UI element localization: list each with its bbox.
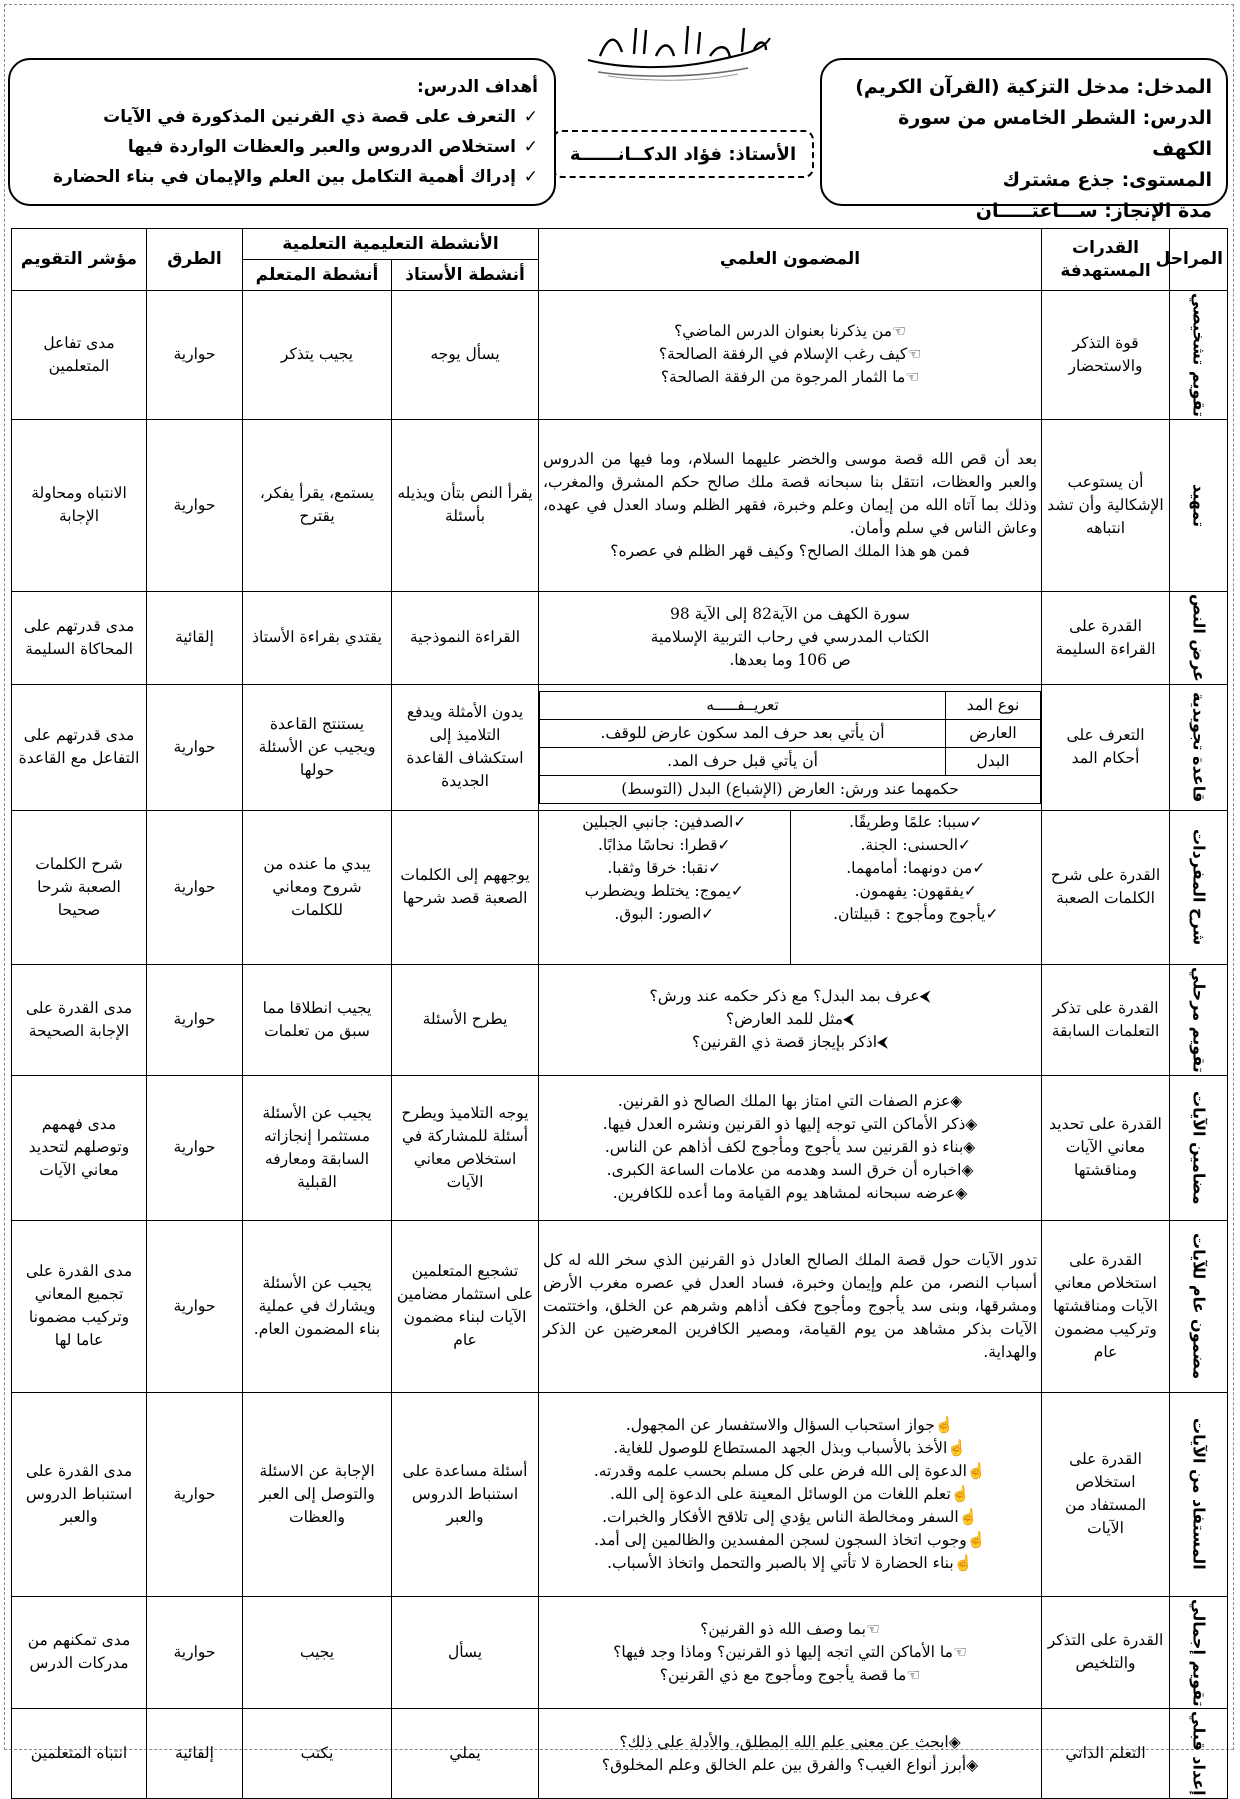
header-row — [12, 229, 1228, 260]
method-cell: إلقائية — [147, 591, 243, 684]
stage-cell: قاعدة تجويدية — [1170, 684, 1228, 810]
diamond-bullet-icon: ◈ — [965, 1115, 978, 1134]
teacher-activity-cell: يسأل يوجه — [392, 291, 539, 420]
stage-cell: تقويم إجمالي — [1170, 1596, 1228, 1709]
table-row — [12, 1709, 1228, 1799]
ability-cell: التعلم الذاتي — [1042, 1709, 1170, 1799]
content-cell: بعد أن قص الله قصة موسى والخضر عليهما السلام، وما فيها من الدروس والعبر والعظات، انتقل بنا سبحانه قصة ملك صالح حكم المشرق والمغرب، وذلك بما آتاه الله من إيمان وعلم وخبرة، فقهر الظلم وساد العدل في عهده، وعاش الناس في سلم وأمان. فمن هو هذا الملك الصالح؟ وكيف قهر الظلم في عصره؟ — [539, 419, 1042, 591]
objective-item: ✓إدراك أهمية التكامل بين العلم والإيمان في بناء الحضارة — [26, 162, 538, 192]
ability-cell: قوة التذكر والاستحضار — [1042, 291, 1170, 420]
hand-pointer-icon: ☝ — [953, 1553, 973, 1572]
content-cell: ☜من يذكرنا بعنوان الدرس الماضي؟ ☜كيف رغب الإسلام في الرفقة الصالحة؟ ☜ما الثمار المرجوة من الرفقة الصالحة؟ — [539, 291, 1042, 420]
ability-cell: القدرة على تذكر التعلمات السابقة — [1042, 964, 1170, 1075]
lesson-info-box — [820, 58, 1228, 222]
pointer-icon: ☜ — [906, 1665, 921, 1684]
evaluation-cell: مدى قدرتهم على المحاكاة السليمة — [12, 591, 147, 684]
objective-item: ✓التعرف على قصة ذي القرنين المذكورة في الآيات — [26, 102, 538, 132]
header-learner-activities: أنشطة المتعلم — [243, 260, 392, 291]
table-row — [12, 1392, 1228, 1596]
learner-activity-cell: يبدي ما عنده من شروح ومعاني للكلمات — [243, 810, 392, 964]
objectives-box — [8, 58, 556, 206]
table-row — [12, 591, 1228, 684]
ability-cell: القدرة على التذكر والتلخيص — [1042, 1596, 1170, 1709]
method-cell: حوارية — [147, 419, 243, 591]
content-cell: ◈ابحث عن معنى علم الله المطلق، والأدلة على ذلك؟ ◈أبرز أنواع الغيب؟ والفرق بين علم الخالق وعلم المخلوق؟ — [539, 1709, 1042, 1799]
header-activities: الأنشطة التعليمية التعلمية — [243, 229, 539, 260]
header-evaluation: مؤشر التقويم — [12, 229, 147, 291]
header-stages: المراحل — [1170, 229, 1228, 291]
table-row — [12, 291, 1228, 420]
learner-activity-cell: يستنتج القاعدة ويجيب عن الأسئلة حولها — [243, 684, 392, 810]
table-row — [12, 1220, 1228, 1392]
table-row — [12, 684, 1228, 810]
method-cell: حوارية — [147, 964, 243, 1075]
lesson-table — [11, 228, 1228, 1799]
pointer-icon: ☜ — [892, 322, 906, 341]
stage-cell: تمهيد — [1170, 419, 1228, 591]
ability-cell: القدرة على استخلاص معاني الآيات ومناقشتها وتركيب مضمون عام — [1042, 1220, 1170, 1392]
evaluation-cell: مدى تمكنهم من مدركات الدرس — [12, 1596, 147, 1709]
evaluation-cell: مدى القدرة على استنباط الدروس والعبر — [12, 1392, 147, 1596]
stage-cell: مضامين الآيات — [1170, 1075, 1228, 1220]
header-methods: الطرق — [147, 229, 243, 291]
method-cell: إلقائية — [147, 1709, 243, 1799]
method-cell: حوارية — [147, 1392, 243, 1596]
teacher-activity-cell: يوجه التلاميذ ويطرح أسئلة للمشاركة في استخلاص معاني الآيات — [392, 1075, 539, 1220]
stage-cell: تقويم مرحلي — [1170, 964, 1228, 1075]
stage-cell: شرح المفردات — [1170, 810, 1228, 964]
content-cell: ◈عزم الصفات التي امتاز بها الملك الصالح ذو القرنين. ◈ذكر الأماكن التي توجه إليها ذو القرنين ونشره العدل فيها. ◈بناء ذو القرنين سد يأجوج ومأجوج لكف أذاهم عن الناس. ◈اخباره أن خرق السد وهدمه من علامات الساعة الكبرى. ◈عرضه سبحانه لمشاهد يوم القيامة وما أعده للكافرين. — [539, 1075, 1042, 1220]
method-cell: حوارية — [147, 810, 243, 964]
evaluation-cell: الانتباه ومحاولة الإجابة — [12, 419, 147, 591]
learner-activity-cell: يجيب — [243, 1596, 392, 1709]
learner-activity-cell: يجيب انطلاقا مما سبق من تعلمات — [243, 964, 392, 1075]
evaluation-cell: مدى القدرة على تجميع المعاني وتركيب مضمونا عاما لها — [12, 1220, 147, 1392]
check-icon: ✓ — [523, 107, 538, 127]
content-cell: ☜بما وصف الله ذو القرنين؟ ☜ما الأماكن التي اتجه إليها ذو القرنين؟ وماذا وجد فيها؟ ☜ما قصة يأجوج ومأجوج مع ذي القرنين؟ — [539, 1596, 1042, 1709]
stage-cell: المستفاد من الآيات — [1170, 1392, 1228, 1596]
duration-line: مدة الإنجاز: ســـاعتـــــان — [975, 200, 1212, 222]
pointer-icon: ☜ — [952, 1642, 967, 1661]
objectives-title: أهداف الدرس: — [416, 77, 538, 97]
table-row — [12, 1596, 1228, 1709]
objective-item: ✓استخلاص الدروس والعبر والعظات الواردة فيها — [26, 132, 538, 162]
level-line: المستوى: جذع مشترك — [1002, 169, 1212, 191]
evaluation-cell: مدى القدرة على الإجابة الصحيحة — [12, 964, 147, 1075]
content-cell: تدور الآيات حول قصة الملك الصالح العادل ذو القرنين الذي سخر الله له كل أسباب النصر، من علم وإيمان وخبرة، فساد العدل في عصره مغرب الأرض ومشرقها، وبنى سد يأجوج ومأجوج فكف أذاهم وشرهم عن الخلق، واختتمت الآيات بذكر مشاهد من يوم القيامة، ومصير الكافرين المعرضين عن الذكر والهداية. — [539, 1220, 1042, 1392]
hand-pointer-icon: ☝ — [947, 1438, 967, 1457]
stage-cell: عرض النص — [1170, 591, 1228, 684]
method-cell: حوارية — [147, 1596, 243, 1709]
evaluation-cell: انتباه المتعلمين — [12, 1709, 147, 1799]
learner-activity-cell: يجيب عن الأسئلة ويشارك في عملية بناء المضمون العام. — [243, 1220, 392, 1392]
pointer-icon: ☜ — [865, 1619, 880, 1638]
basmala-calligraphy — [578, 16, 778, 86]
ability-cell: القدرة على تحديد معاني الآيات ومناقشتها — [1042, 1075, 1170, 1220]
teacher-activity-cell: يدون الأمثلة ويدفع التلاميذ إلى استكشاف القاعدة الجديدة — [392, 684, 539, 810]
diamond-bullet-icon: ◈ — [955, 1184, 968, 1203]
ability-cell: القدرة على شرح الكلمات الصعبة — [1042, 810, 1170, 964]
learner-activity-cell: الإجابة عن الاسئلة والتوصل إلى العبر والعظات — [243, 1392, 392, 1596]
entry-line: المدخل: مدخل التزكية (القرآن الكريم) — [855, 76, 1212, 98]
hand-pointer-icon: ☝ — [966, 1530, 986, 1549]
header-content: المضمون العلمي — [539, 229, 1042, 291]
check-icon: ✓ — [523, 137, 538, 157]
teacher-activity-cell: القراءة النموذجية — [392, 591, 539, 684]
pointer-icon: ☜ — [907, 345, 922, 364]
arrow-icon: ⮜ — [843, 1010, 855, 1029]
hand-pointer-icon: ☝ — [950, 1484, 971, 1503]
content-cell: ☝جواز استحباب السؤال والاستفسار عن المجهول. ☝الأخذ بالأسباب وبذل الجهد المستطاع للوصول للغاية. ☝الدعوة إلى الله فرض على كل مسلم بحسب علمه وقدرته. ☝تعلم اللغات من الوسائل المعينة على الدعوة إلى الله. ☝السفر ومخالطة الناس يؤدي إلى تلاقح الأفكار والخبرات. ☝وجوب اتخاذ السجون لسجن المفسدين والظالمين إلى أمد. ☝بناء الحضارة لا تأتي إلا بالصبر والتحمل واتخاذ الأسباب. — [539, 1392, 1042, 1596]
diamond-bullet-icon: ◈ — [948, 1732, 961, 1751]
vocabulary-column: ✓سببا: علمًا وطريقًا. ✓الحسنى: الجنة. ✓من دونهما: أمامهما. ✓يفقهون: يفهمون. ✓يأجوج ومأجوج : قبيلتان. — [790, 811, 1042, 964]
stage-cell: مضمون عام للآيات — [1170, 1220, 1228, 1392]
ability-cell: القدرة على القراءة السليمة — [1042, 591, 1170, 684]
pointer-icon: ☜ — [905, 368, 920, 387]
ability-cell: التعرف على أحكام المد — [1042, 684, 1170, 810]
evaluation-cell: مدى قدرتهم على التفاعل مع القاعدة — [12, 684, 147, 810]
arrow-icon: ⮜ — [919, 987, 931, 1006]
ability-cell: أن يستوعب الإشكالية وأن تشد انتباهه — [1042, 419, 1170, 591]
diamond-bullet-icon: ◈ — [963, 1138, 976, 1157]
arrow-icon: ⮜ — [877, 1033, 889, 1052]
hand-pointer-icon: ☝ — [958, 1507, 978, 1526]
diamond-bullet-icon: ◈ — [950, 1092, 963, 1111]
content-cell — [539, 684, 1042, 810]
vocabulary-columns — [539, 811, 1041, 964]
teacher-activity-cell: يوجههم إلى الكلمات الصعبة قصد شرحها — [392, 810, 539, 964]
teacher-activity-cell: أسئلة مساعدة على استنباط الدروس والعبر — [392, 1392, 539, 1596]
ability-cell: القدرة على استخلاص المستفاد من الآيات — [1042, 1392, 1170, 1596]
learner-activity-cell: يستمع، يقرأ يفكر، يقترح — [243, 419, 392, 591]
content-cell — [539, 810, 1042, 964]
hand-pointer-icon: ☝ — [966, 1461, 987, 1480]
header-abilities: القدرات المستهدفة — [1042, 229, 1170, 291]
teacher-activity-cell: يطرح الأسئلة — [392, 964, 539, 1075]
madd-rules-table: نوع المد تعريــفـــــه العارض أن يأتي بعد حرف المد سكون عارض للوقف. البدل أن يأتي قبل حرف المد. حكمهما عند ورش: العارض (الإشباع) البدل (التوسط) — [539, 691, 1041, 804]
diamond-bullet-icon: ◈ — [961, 1161, 974, 1180]
learner-activity-cell: يجيب عن الأسئلة مستثمرا إنجازاته السابقة ومعارفه القبلية — [243, 1075, 392, 1220]
diamond-bullet-icon: ◈ — [966, 1755, 979, 1774]
method-cell: حوارية — [147, 1075, 243, 1220]
table-row — [12, 810, 1228, 964]
teacher-activity-cell: يملي — [392, 1709, 539, 1799]
method-cell: حوارية — [147, 684, 243, 810]
teacher-activity-cell: يقرأ النص بتأن ويذيله بأسئلة — [392, 419, 539, 591]
header-teacher-activities: أنشطة الأستاذ — [392, 260, 539, 291]
check-icon: ✓ — [523, 167, 538, 187]
lesson-line: الدرس: الشطر الخامس من سورة الكهف — [898, 107, 1212, 160]
content-cell: سورة الكهف من الآية82 إلى الآية 98 الكتاب المدرسي في رحاب التربية الإسلامية ص 106 وما بعدها. — [539, 591, 1042, 684]
vocabulary-column: ✓الصدفين: جانبي الجبلين ✓قطرا: نحاسًا مذابًا. ✓نقبا: خرقا وثقبا. ✓يموج: يختلط ويضطرب ✓الصور: البوق. — [582, 812, 747, 923]
learner-activity-cell: يجيب يتذكر — [243, 291, 392, 420]
stage-cell: إعداد قبلي — [1170, 1709, 1228, 1799]
stage-cell: تقويم تشخيصي — [1170, 291, 1228, 420]
learner-activity-cell: يكتب — [243, 1709, 392, 1799]
hand-pointer-icon: ☝ — [934, 1415, 955, 1434]
method-cell: حوارية — [147, 1220, 243, 1392]
evaluation-cell: شرح الكلمات الصعبة شرحا صحيحا — [12, 810, 147, 964]
table-row — [12, 419, 1228, 591]
table-row — [12, 1075, 1228, 1220]
teacher-name-box — [552, 130, 814, 178]
method-cell: حوارية — [147, 291, 243, 420]
teacher-name: الأستاذ: فؤاد الدكــانــــــة — [569, 143, 797, 165]
teacher-activity-cell: تشجيع المتعلمين على استثمار مضامين الآيات لبناء مضمون عام — [392, 1220, 539, 1392]
table-row — [12, 964, 1228, 1075]
content-cell: ⮜عرف بمد البدل؟ مع ذكر حكمه عند ورش؟ ⮜مثل للمد العارض؟ ⮜اذكر بإيجاز قصة ذي القرنين؟ — [539, 964, 1042, 1075]
learner-activity-cell: يقتدي بقراءة الأستاذ — [243, 591, 392, 684]
evaluation-cell: مدى فهمهم وتوصلهم لتحديد معاني الآيات — [12, 1075, 147, 1220]
evaluation-cell: مدى تفاعل المتعلمين — [12, 291, 147, 420]
teacher-activity-cell: يسأل — [392, 1596, 539, 1709]
